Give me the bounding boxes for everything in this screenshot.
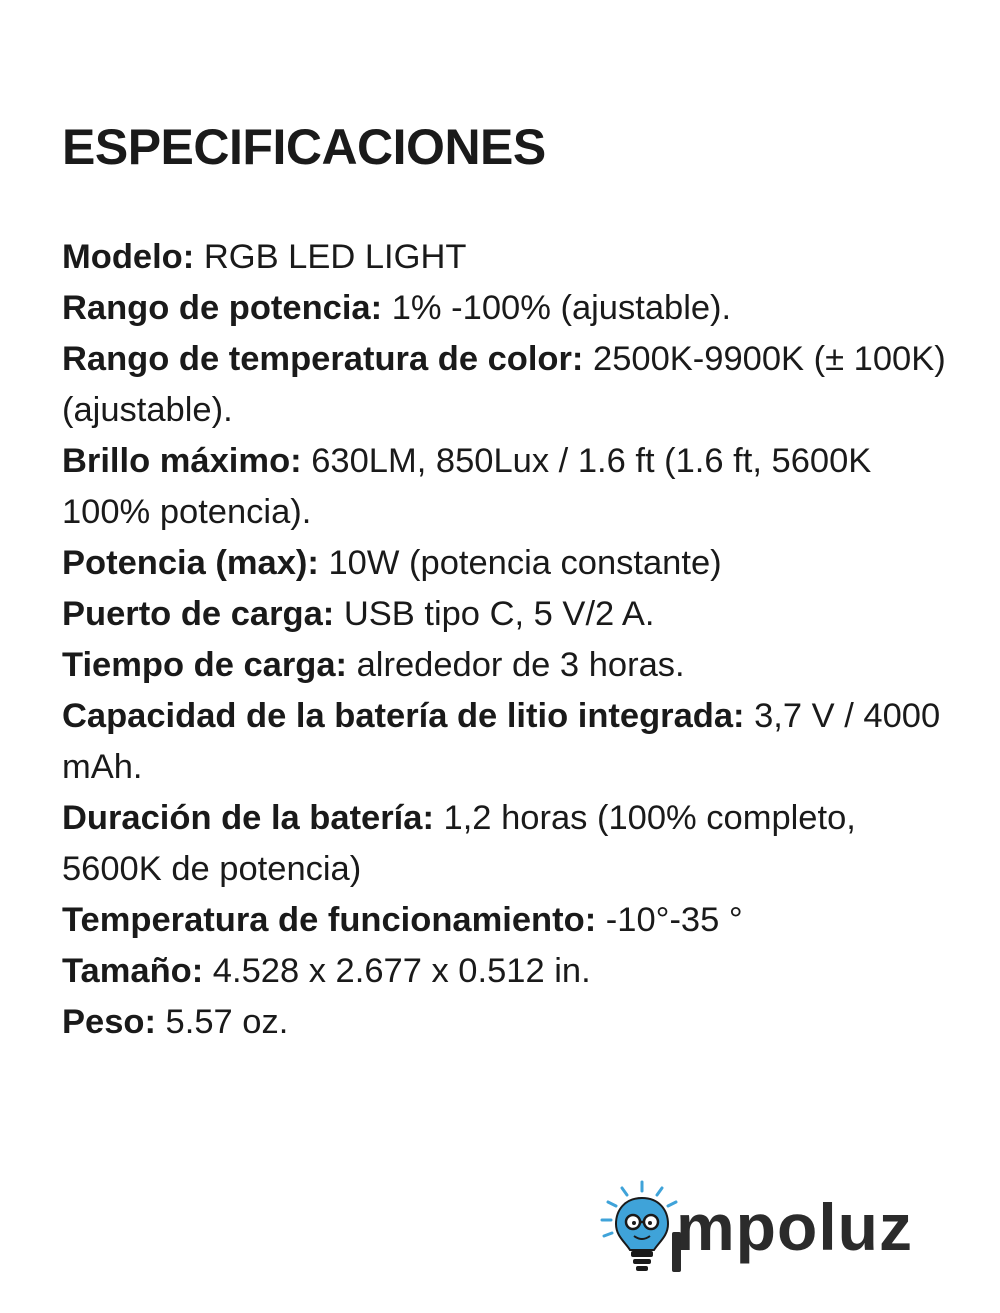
spec-label: Duración de la batería: — [62, 799, 434, 837]
spec-value: 3,7 V / 4000 mAh. — [62, 697, 941, 786]
spec-item-rango-potencia — [62, 283, 952, 334]
spec-value: 1,2 horas (100% completo, 5600K de potencia) — [62, 799, 856, 888]
spec-item-puerto-carga — [62, 589, 952, 640]
spec-value: 5.57 oz. — [165, 1003, 289, 1041]
spec-label: Peso: — [62, 1003, 156, 1041]
spec-value: 4.528 x 2.677 x 0.512 in. — [212, 952, 591, 990]
spec-value: 10W (potencia constante) — [328, 544, 722, 582]
spec-item-rango-temperatura — [62, 334, 952, 436]
brand-logo — [598, 1180, 928, 1280]
spec-label: Temperatura de funcionamiento: — [62, 901, 597, 939]
spec-label: Brillo máximo: — [62, 442, 302, 480]
spec-item-modelo — [62, 232, 952, 283]
spec-item-potencia-max — [62, 538, 952, 589]
lightbulb-mascot-icon — [598, 1180, 688, 1280]
spec-value: -10°-35 ° — [605, 901, 743, 939]
spec-value: alrededor de 3 horas. — [356, 646, 685, 684]
spec-value: RGB LED LIGHT — [203, 238, 467, 276]
spec-label: Capacidad de la batería de litio integrada: — [62, 697, 745, 735]
spec-item-brillo — [62, 436, 952, 538]
spec-label: Puerto de carga: — [62, 595, 335, 633]
spec-label: Rango de temperatura de color: — [62, 340, 584, 378]
spec-label: Potencia (max): — [62, 544, 319, 582]
spec-item-duracion-bateria — [62, 793, 952, 895]
spec-value: 1% -100% (ajustable). — [391, 289, 732, 327]
spec-item-temperatura-funcionamiento — [62, 895, 952, 946]
spec-label: Tiempo de carga: — [62, 646, 348, 684]
spec-value: USB tipo C, 5 V/2 A. — [343, 595, 655, 633]
spec-value: 630LM, 850Lux / 1.6 ft (1.6 ft, 5600K 100% potencia). — [62, 442, 872, 531]
brand-name: mpoluz — [676, 1190, 913, 1264]
spec-item-peso — [62, 997, 952, 1048]
spec-label: Rango de potencia: — [62, 289, 383, 327]
spec-list — [62, 232, 952, 1048]
spec-label: Modelo: — [62, 238, 195, 276]
spec-item-tiempo-carga — [62, 640, 952, 691]
spec-label: Tamaño: — [62, 952, 204, 990]
spec-value: 2500K-9900K (± 100K) (ajustable). — [62, 340, 946, 429]
spec-item-capacidad-bateria — [62, 691, 952, 793]
spec-item-tamano — [62, 946, 952, 997]
page-title: ESPECIFICACIONES — [62, 119, 546, 175]
